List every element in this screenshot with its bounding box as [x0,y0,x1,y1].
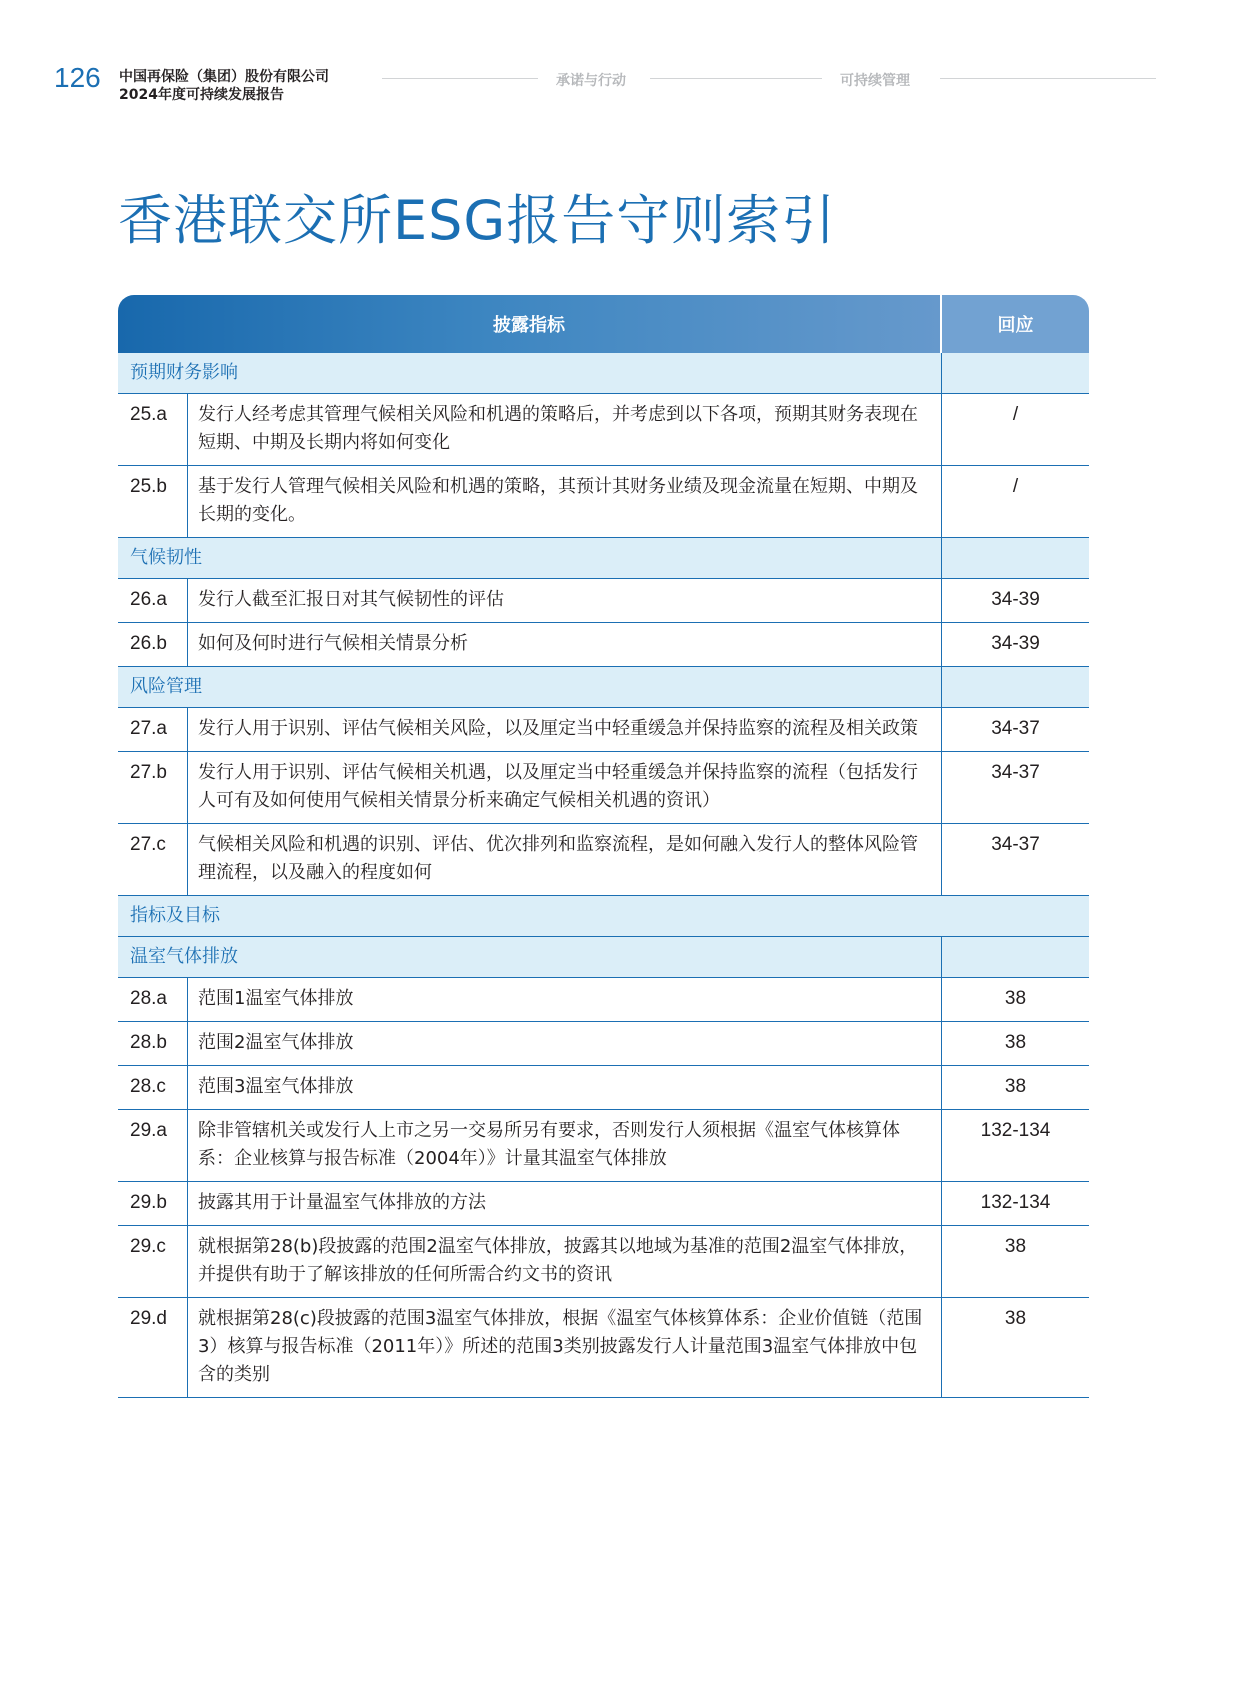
table-row [118,394,1089,466]
table-row [118,824,1089,896]
indicator-id: 28.a [118,978,188,1022]
indicator-text: 发行人截至汇报日对其气候韧性的评估 [188,579,942,623]
section-title: 预期财务影响 [118,353,942,394]
response-page: 34-39 [942,623,1089,667]
header-divider [382,78,538,79]
indicator-id: 25.b [118,466,188,538]
indicator-text: 气候相关风险和机遇的识别、评估、优次排列和监察流程，是如何融入发行人的整体风险管理流程，以及融入的程度如何 [188,824,942,896]
indicator-id: 29.a [118,1110,188,1182]
nav-item-commitment[interactable]: 承诺与行动 [556,73,626,89]
section-title: 指标及目标 [118,896,1089,937]
esg-index-table [118,295,1089,1398]
page-number: 126 [54,62,101,93]
indicator-id: 27.b [118,752,188,824]
section-title: 温室气体排放 [118,937,942,978]
table-row [118,466,1089,538]
response-page: 38 [942,1226,1089,1298]
table-row [118,1226,1089,1298]
table-row [118,708,1089,752]
table-row [118,623,1089,667]
header-response: 回应 [942,295,1089,353]
section-row [118,353,1089,394]
header-divider [650,78,822,79]
section-title: 气候韧性 [118,538,942,579]
indicator-text: 就根据第28(b)段披露的范围2温室气体排放，披露其以地域为基准的范围2温室气体排放，并提供有助于了解该排放的任何所需合约文书的资讯 [188,1226,942,1298]
indicator-id: 29.d [118,1298,188,1398]
response-page: 34-37 [942,824,1089,896]
indicator-id: 27.c [118,824,188,896]
table-row [118,752,1089,824]
response-page: 38 [942,1022,1089,1066]
response-page: / [942,466,1089,538]
section-row [118,937,1089,978]
indicator-text: 基于发行人管理气候相关风险和机遇的策略，其预计其财务业绩及现金流量在短期、中期及长期的变化。 [188,466,942,538]
section-response-cell [942,667,1089,708]
section-title: 风险管理 [118,667,942,708]
indicator-id: 26.b [118,623,188,667]
page-header [0,0,1242,110]
indicator-id: 26.a [118,579,188,623]
table-row [118,1182,1089,1226]
indicator-text: 如何及何时进行气候相关情景分析 [188,623,942,667]
indicator-id: 28.c [118,1066,188,1110]
indicator-id: 28.b [118,1022,188,1066]
company-info [119,68,329,104]
indicator-text: 披露其用于计量温室气体排放的方法 [188,1182,942,1226]
indicator-text: 发行人用于识别、评估气候相关风险，以及厘定当中轻重缓急并保持监察的流程及相关政策 [188,708,942,752]
indicator-text: 发行人用于识别、评估气候相关机遇，以及厘定当中轻重缓急并保持监察的流程（包括发行人可有及如何使用气候相关情景分析来确定气候相关机遇的资讯） [188,752,942,824]
report-name: 2024年度可持续发展报告 [119,87,284,103]
indicator-text: 除非管辖机关或发行人上市之另一交易所另有要求，否则发行人须根据《温室气体核算体系：企业核算与报告标准（2004年）》计量其温室气体排放 [188,1110,942,1182]
table-header-row [118,295,1089,353]
response-page: 132-134 [942,1182,1089,1226]
section-row [118,538,1089,579]
indicator-id: 29.b [118,1182,188,1226]
table-row [118,978,1089,1022]
section-response-cell [942,538,1089,579]
indicator-id: 27.a [118,708,188,752]
nav-item-sustainability[interactable]: 可持续管理 [840,73,910,89]
indicator-id: 29.c [118,1226,188,1298]
indicator-id: 25.a [118,394,188,466]
response-page: 132-134 [942,1110,1089,1182]
section-row [118,896,1089,937]
response-page: 38 [942,1066,1089,1110]
table-row [118,1298,1089,1398]
header-divider [940,78,1156,79]
response-page: 38 [942,1298,1089,1398]
header-indicator: 披露指标 [118,295,942,353]
section-row [118,667,1089,708]
indicator-text: 范围3温室气体排放 [188,1066,942,1110]
response-page: 38 [942,978,1089,1022]
indicator-text: 范围1温室气体排放 [188,978,942,1022]
section-response-cell [942,353,1089,394]
table-row [118,1110,1089,1182]
section-response-cell [942,937,1089,978]
response-page: 34-39 [942,579,1089,623]
indicator-text: 就根据第28(c)段披露的范围3温室气体排放，根据《温室气体核算体系：企业价值链（范围3）核算与报告标准（2011年）》所述的范围3类别披露发行人计量范围3温室气体排放中包含的类别 [188,1298,942,1398]
response-page: / [942,394,1089,466]
indicator-text: 发行人经考虑其管理气候相关风险和机遇的策略后，并考虑到以下各项，预期其财务表现在短期、中期及长期内将如何变化 [188,394,942,466]
response-page: 34-37 [942,708,1089,752]
table-row [118,579,1089,623]
company-name: 中国再保险（集团）股份有限公司 [119,69,329,85]
page-title: 香港联交所ESG报告守则索引 [118,189,837,252]
indicator-text: 范围2温室气体排放 [188,1022,942,1066]
table-row [118,1066,1089,1110]
response-page: 34-37 [942,752,1089,824]
table-row [118,1022,1089,1066]
